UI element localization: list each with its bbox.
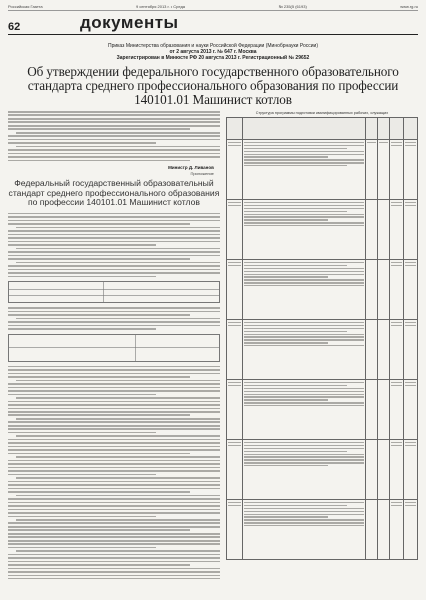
structure-table: [226, 117, 418, 560]
order-heading: [8, 43, 418, 61]
header-rule: [8, 34, 418, 35]
top-bar: [8, 4, 418, 11]
structure-table-caption: Структура программы подготовки квалифицированных рабочих, служащих: [255, 111, 389, 115]
issue-number: № 235(5 (6193): [278, 4, 307, 9]
page-header: [8, 13, 418, 33]
order-date: от 2 августа 2013 г. № 647 г. Москва: [169, 49, 257, 55]
issue-date: 9 сентября 2013 г. • Среда: [135, 4, 186, 9]
right-column: [226, 111, 418, 579]
minister-signature: Министр Д. Ливанов: [168, 165, 214, 171]
document-title: Об утверждении федерального государственного образовательного стандарта среднего профессионального образования по профессии 140101.01 Машинист котлов: [27, 64, 399, 107]
newspaper-name: Российская Газета: [8, 4, 43, 9]
preamble-text: [8, 111, 220, 161]
section-rubric: документы: [80, 13, 179, 32]
order-registration: Зарегистрирован в Минюсте РФ 20 августа 2013 г. Регистрационный № 29652: [116, 55, 310, 61]
left-column: [8, 111, 220, 579]
article-columns: [8, 111, 418, 579]
table-1: [8, 281, 220, 303]
body-text-2: [8, 307, 220, 330]
website: www.rg.ru: [400, 4, 418, 9]
order-issuer: Приказ Министерства образования и науки Российской Федерации (Минобрнауки России): [107, 43, 319, 49]
body-text-3: [8, 366, 220, 579]
body-text-1: [8, 213, 220, 277]
appendix-label: Приложение: [190, 171, 214, 177]
page-number: 62: [8, 21, 21, 33]
standard-subtitle: Федеральный государственный образовательный стандарт среднего профессионального образования по профессии 140101.01 Машинист котлов: [8, 178, 220, 208]
table-2: [8, 334, 220, 362]
